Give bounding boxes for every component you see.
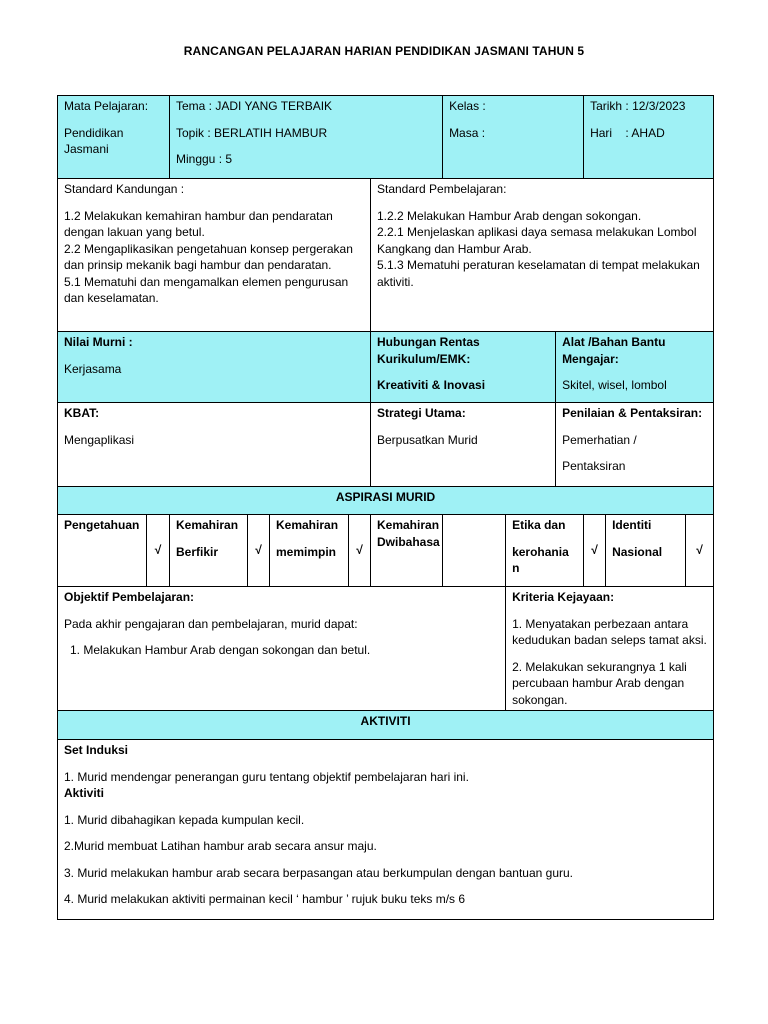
kelas: Kelas :: [449, 99, 486, 113]
kriteria-label: Kriteria Kejayaan:: [512, 590, 615, 604]
document-title: RANCANGAN PELAJARAN HARIAN PENDIDIKAN JASMANI TAHUN 5: [183, 44, 585, 58]
hubungan-value: Kreativiti & Inovasi: [377, 378, 486, 392]
hari-label: Hari: [590, 125, 613, 140]
hari-value: : AHAD: [625, 125, 665, 140]
masa: Masa :: [449, 125, 486, 140]
alat-bahan-label: Alat /Bahan Bantu Mengajar:: [562, 335, 666, 366]
pengetahuan-label: Pengetahuan: [64, 518, 140, 532]
penilaian-label: Penilaian & Pentaksiran:: [562, 406, 703, 420]
aktiviti-header-row: [58, 711, 714, 740]
kemahiran-memimpin-cell: [270, 515, 349, 587]
aspirasi-row: [58, 515, 714, 587]
etika-cell: [506, 515, 584, 587]
etika-line: kerohania n: [512, 544, 569, 575]
alat-bahan-cell: [556, 332, 714, 403]
standard-pembelajaran-cell: [371, 179, 714, 332]
aktiviti-row: [58, 740, 714, 920]
dwibahasa-label: Kemahiran Dwibahasa: [377, 518, 440, 549]
standard-row: [58, 179, 714, 332]
mata-pelajaran-label: Mata Pelajaran:: [64, 99, 149, 113]
identiti-line: Identiti: [612, 518, 652, 532]
kemahiran-memimpin-line: Kemahiran: [276, 518, 339, 532]
minggu: Minggu : 5: [176, 152, 233, 166]
penilaian-cell: [556, 403, 714, 487]
standard-kandungan-item: 5.1 Mematuhi dan mengamalkan elemen pengurusan dan keselamatan.: [64, 274, 349, 305]
tarikh: Tarikh : 12/3/2023: [590, 99, 686, 113]
mata-pelajaran-cell: [58, 96, 170, 179]
tema-topik-cell: [170, 96, 443, 179]
nilai-row: [58, 332, 714, 403]
objektif-cell: [58, 587, 506, 711]
topik: Topik : BERLATIH HAMBUR: [176, 125, 328, 140]
kemahiran-berfikir-line: Berfikir: [176, 544, 219, 559]
set-induksi-label: Set Induksi: [64, 743, 129, 757]
kelas-masa-cell: [443, 96, 584, 179]
kemahiran-memimpin-line: memimpin: [276, 544, 337, 559]
alat-bahan-value: Skitel, wisel, lombol: [562, 378, 667, 392]
tarikh-hari-cell: [584, 96, 714, 179]
aktiviti-item: 2.Murid membuat Latihan hambur arab secara ansur maju.: [64, 839, 377, 853]
objektif-row: [58, 587, 714, 711]
nilai-murni-value: Kerjasama: [64, 361, 122, 376]
dwibahasa-check-empty: [443, 515, 506, 587]
strategi-label: Strategi Utama:: [377, 406, 466, 420]
identiti-line: Nasional: [612, 544, 663, 559]
kbat-label: KBAT:: [64, 406, 100, 420]
mata-pelajaran-value: Pendidikan Jasmani: [64, 125, 124, 156]
objektif-item: 1. Melakukan Hambur Arab dengan sokongan dan betul.: [70, 643, 371, 657]
lesson-plan-table: [57, 95, 713, 920]
kbat-cell: [58, 403, 371, 487]
aktiviti-label: Aktiviti: [64, 786, 105, 800]
set-induksi-item: 1. Murid mendengar penerangan guru tentang objektif pembelajaran hari ini.: [64, 769, 469, 784]
nilai-murni-cell: [58, 332, 371, 403]
kemahiran-berfikir-line: Kemahiran: [176, 518, 239, 532]
objektif-label: Objektif Pembelajaran:: [64, 590, 195, 604]
etika-line: Etika dan: [512, 518, 566, 532]
etika-check: √: [584, 515, 606, 587]
hari: [590, 125, 707, 142]
hubungan-label: Hubungan Rentas Kurikulum/EMK:: [377, 335, 480, 366]
kemahiran-berfikir-check: √: [248, 515, 270, 587]
aktiviti-item: 1. Murid dibahagikan kepada kumpulan kecil.: [64, 812, 305, 827]
kemahiran-memimpin-check: √: [349, 515, 371, 587]
hubungan-cell: [371, 332, 556, 403]
aktiviti-item: 3. Murid melakukan hambur arab secara berpasangan atau berkumpulan dengan bantuan guru.: [64, 865, 574, 880]
kriteria-cell: [506, 587, 714, 711]
kbat-value: Mengaplikasi: [64, 432, 135, 447]
penilaian-line: Pemerhatian /: [562, 432, 637, 447]
nilai-murni-label: Nilai Murni :: [64, 335, 133, 349]
dwibahasa-cell: [371, 515, 443, 587]
strategi-value: Berpusatkan Murid: [377, 432, 478, 447]
identiti-cell: [606, 515, 686, 587]
strategi-cell: [371, 403, 556, 487]
pengetahuan-check: √: [147, 515, 170, 587]
pengetahuan-cell: [58, 515, 147, 587]
standard-kandungan-item: 1.2 Melakukan kemahiran hambur dan pendaratan dengan lakuan yang betul.: [64, 208, 333, 239]
standard-kandungan-item: 2.2 Mengaplikasikan pengetahuan konsep pergerakan dan prinsip mekanik bagi hambur dan pendaratan.: [64, 241, 353, 272]
standard-pembelajaran-item: 1.2.2 Melakukan Hambur Arab dengan sokongan.: [377, 208, 642, 223]
kriteria-item: 1. Menyatakan perbezaan antara kedudukan badan seleps tamat aksi.: [512, 616, 707, 647]
standard-pembelajaran-label: Standard Pembelajaran:: [377, 182, 507, 196]
kemahiran-berfikir-cell: [170, 515, 248, 587]
kbat-row: [58, 403, 714, 487]
aktiviti-item: 4. Murid melakukan aktiviti permainan kecil ‘ hambur ’ rujuk buku teks m/s 6: [64, 892, 466, 906]
aktiviti-cell: [58, 740, 714, 920]
identiti-check: √: [686, 515, 714, 587]
standard-pembelajaran-item: 5.1.3 Mematuhi peraturan keselamatan di tempat melakukan aktiviti.: [377, 258, 700, 289]
tema: Tema : JADI YANG TERBAIK: [176, 99, 333, 113]
penilaian-line: Pentaksiran: [562, 459, 626, 473]
aspirasi-header-row: [58, 487, 714, 515]
standard-pembelajaran-item: 2.2.1 Menjelaskan aplikasi daya semasa melakukan Lombol Kangkang dan Hambur Arab.: [377, 225, 697, 256]
standard-kandungan-cell: [58, 179, 371, 332]
aktiviti-header: AKTIVITI: [58, 711, 714, 740]
header-row: [58, 96, 714, 179]
standard-kandungan-label: Standard Kandungan :: [64, 182, 185, 196]
objektif-intro: Pada akhir pengajaran dan pembelajaran, murid dapat:: [64, 616, 358, 631]
kriteria-item: 2. Melakukan sekurangnya 1 kali percubaan hambur Arab dengan sokongan.: [512, 659, 687, 707]
aspirasi-header: ASPIRASI MURID: [58, 487, 714, 515]
